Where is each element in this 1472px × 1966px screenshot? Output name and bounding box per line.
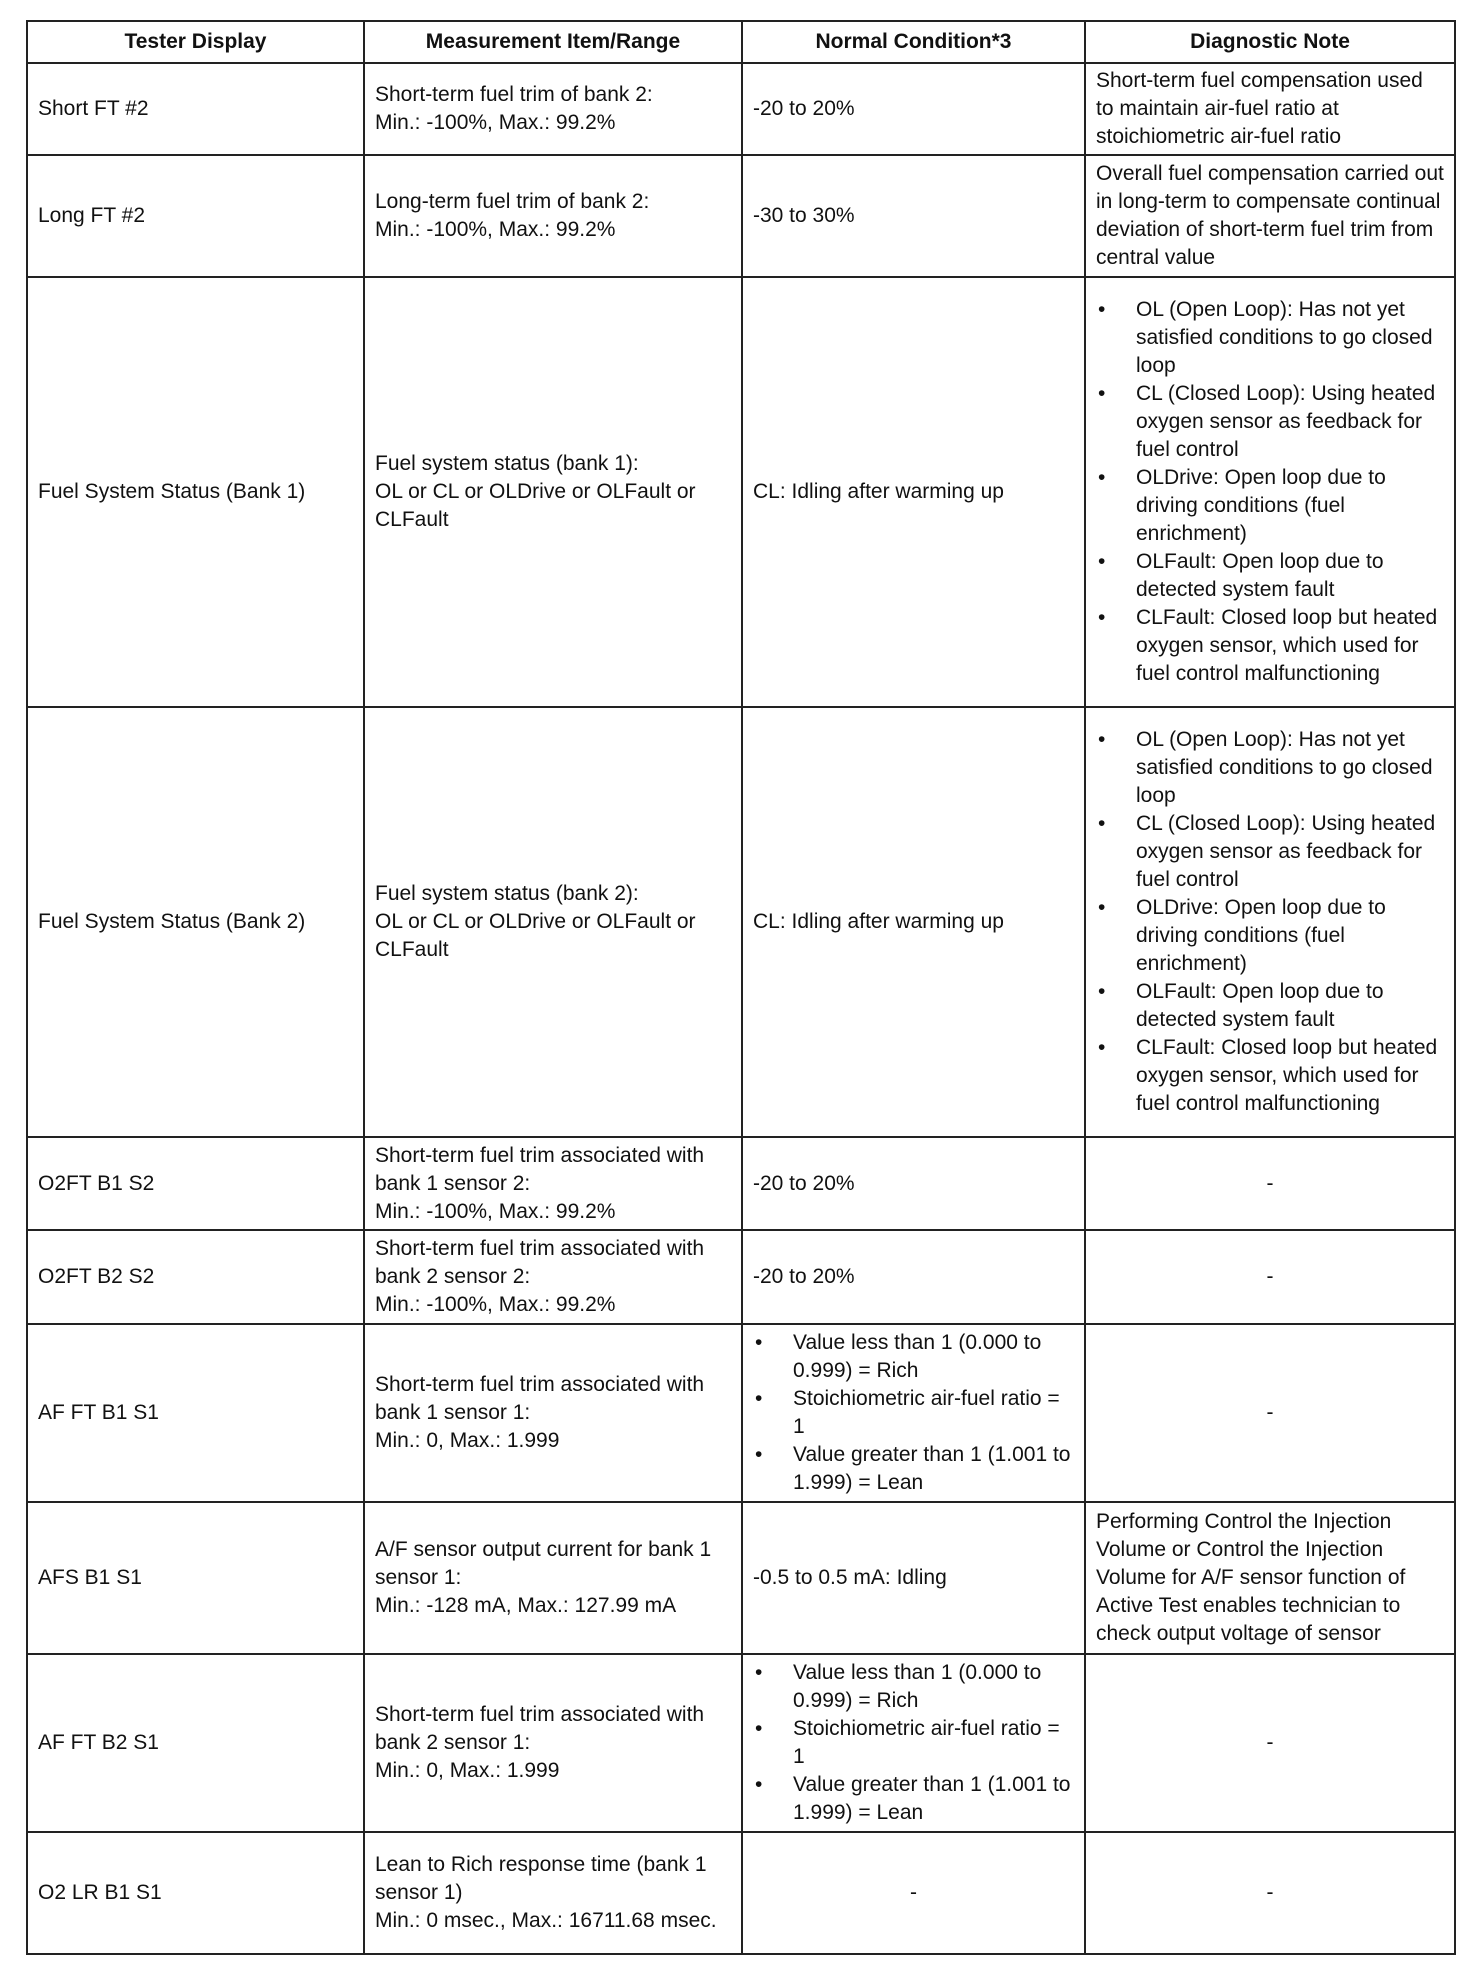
diagnostic-note-cell: [1085, 707, 1455, 1137]
list-item: • OLDrive: Open loop due to driving conditions (fuel enrichment): [1096, 464, 1444, 548]
bullet-list: [753, 1329, 1074, 1497]
table-row: [27, 1230, 1455, 1324]
tester-display-cell: Fuel System Status (Bank 1): [27, 277, 364, 707]
diagnostic-note-cell: -: [1085, 1324, 1455, 1502]
bullet-list: [1096, 726, 1444, 1118]
normal-condition-cell: -: [742, 1832, 1085, 1954]
list-item: • OLFault: Open loop due to detected system fault: [1096, 548, 1444, 604]
list-item: • Value less than 1 (0.000 to 0.999) = Rich: [753, 1659, 1074, 1715]
header-normal-condition: Normal Condition*3: [742, 21, 1085, 63]
list-item: • Value greater than 1 (1.001 to 1.999) = Lean: [753, 1441, 1074, 1497]
diagnostic-note-cell: Short-term fuel compensation used to maintain air-fuel ratio at stoichiometric air-fuel ratio: [1085, 63, 1455, 155]
bullet-list: [753, 1659, 1074, 1827]
list-item: • Value greater than 1 (1.001 to 1.999) = Lean: [753, 1771, 1074, 1827]
table-row: [27, 1502, 1455, 1654]
tester-display-cell: Short FT #2: [27, 63, 364, 155]
table-row: [27, 63, 1455, 155]
diagnostic-note-cell: -: [1085, 1832, 1455, 1954]
list-item: • CLFault: Closed loop but heated oxygen sensor, which used for fuel control malfunctioning: [1096, 1034, 1444, 1118]
measurement-item-cell: Long-term fuel trim of bank 2: Min.: -100%, Max.: 99.2%: [364, 155, 742, 277]
tester-display-cell: AF FT B1 S1: [27, 1324, 364, 1502]
table-row: [27, 1832, 1455, 1954]
diagnostic-note-cell: -: [1085, 1230, 1455, 1324]
measurement-item-cell: Short-term fuel trim associated with bank 1 sensor 1: Min.: 0, Max.: 1.999: [364, 1324, 742, 1502]
normal-condition-cell: CL: Idling after warming up: [742, 707, 1085, 1137]
list-item: • CL (Closed Loop): Using heated oxygen sensor as feedback for fuel control: [1096, 380, 1444, 464]
normal-condition-cell: -20 to 20%: [742, 63, 1085, 155]
list-item: • CLFault: Closed loop but heated oxygen sensor, which used for fuel control malfunctioning: [1096, 604, 1444, 688]
tester-display-cell: O2FT B2 S2: [27, 1230, 364, 1324]
list-item: • OL (Open Loop): Has not yet satisfied conditions to go closed loop: [1096, 296, 1444, 380]
tester-display-cell: AF FT B2 S1: [27, 1654, 364, 1832]
measurement-item-cell: Short-term fuel trim of bank 2: Min.: -100%, Max.: 99.2%: [364, 63, 742, 155]
tester-display-cell: O2 LR B1 S1: [27, 1832, 364, 1954]
diagnostic-note-cell: -: [1085, 1654, 1455, 1832]
normal-condition-cell: [742, 1654, 1085, 1832]
table-header-row: [27, 21, 1455, 63]
normal-condition-cell: CL: Idling after warming up: [742, 277, 1085, 707]
diagnostic-note-cell: -: [1085, 1137, 1455, 1230]
normal-condition-cell: -20 to 20%: [742, 1230, 1085, 1324]
measurement-item-cell: Short-term fuel trim associated with bank 1 sensor 2: Min.: -100%, Max.: 99.2%: [364, 1137, 742, 1230]
normal-condition-cell: [742, 1324, 1085, 1502]
bullet-list: [1096, 296, 1444, 688]
normal-condition-cell: -20 to 20%: [742, 1137, 1085, 1230]
table-row: [27, 277, 1455, 707]
measurement-item-cell: Short-term fuel trim associated with bank 2 sensor 1: Min.: 0, Max.: 1.999: [364, 1654, 742, 1832]
diagnostic-note-cell: [1085, 277, 1455, 707]
table-row: [27, 707, 1455, 1137]
tester-display-cell: Long FT #2: [27, 155, 364, 277]
tester-display-cell: AFS B1 S1: [27, 1502, 364, 1654]
header-tester-display: Tester Display: [27, 21, 364, 63]
diagnostic-data-table: [26, 20, 1456, 1955]
measurement-item-cell: Fuel system status (bank 2): OL or CL or OLDrive or OLFault or CLFault: [364, 707, 742, 1137]
tester-display-cell: O2FT B1 S2: [27, 1137, 364, 1230]
table-row: [27, 1324, 1455, 1502]
normal-condition-cell: -30 to 30%: [742, 155, 1085, 277]
normal-condition-cell: -0.5 to 0.5 mA: Idling: [742, 1502, 1085, 1654]
diagnostic-note-cell: Performing Control the Injection Volume or Control the Injection Volume for A/F sensor function of Active Test enables technician to check output voltage of sensor: [1085, 1502, 1455, 1654]
list-item: • Stoichiometric air-fuel ratio = 1: [753, 1385, 1074, 1441]
tester-display-cell: Fuel System Status (Bank 2): [27, 707, 364, 1137]
measurement-item-cell: Fuel system status (bank 1): OL or CL or OLDrive or OLFault or CLFault: [364, 277, 742, 707]
list-item: • OLDrive: Open loop due to driving conditions (fuel enrichment): [1096, 894, 1444, 978]
measurement-item-cell: Short-term fuel trim associated with bank 2 sensor 2: Min.: -100%, Max.: 99.2%: [364, 1230, 742, 1324]
header-measurement-item: Measurement Item/Range: [364, 21, 742, 63]
measurement-item-cell: A/F sensor output current for bank 1 sensor 1: Min.: -128 mA, Max.: 127.99 mA: [364, 1502, 742, 1654]
table-row: [27, 155, 1455, 277]
table-row: [27, 1137, 1455, 1230]
list-item: • CL (Closed Loop): Using heated oxygen sensor as feedback for fuel control: [1096, 810, 1444, 894]
measurement-item-cell: Lean to Rich response time (bank 1 sensor 1) Min.: 0 msec., Max.: 16711.68 msec.: [364, 1832, 742, 1954]
table-row: [27, 1654, 1455, 1832]
list-item: • Value less than 1 (0.000 to 0.999) = Rich: [753, 1329, 1074, 1385]
list-item: • OL (Open Loop): Has not yet satisfied conditions to go closed loop: [1096, 726, 1444, 810]
list-item: • Stoichiometric air-fuel ratio = 1: [753, 1715, 1074, 1771]
list-item: • OLFault: Open loop due to detected system fault: [1096, 978, 1444, 1034]
header-diagnostic-note: Diagnostic Note: [1085, 21, 1455, 63]
diagnostic-note-cell: Overall fuel compensation carried out in long-term to compensate continual deviation of short-term fuel trim from central value: [1085, 155, 1455, 277]
